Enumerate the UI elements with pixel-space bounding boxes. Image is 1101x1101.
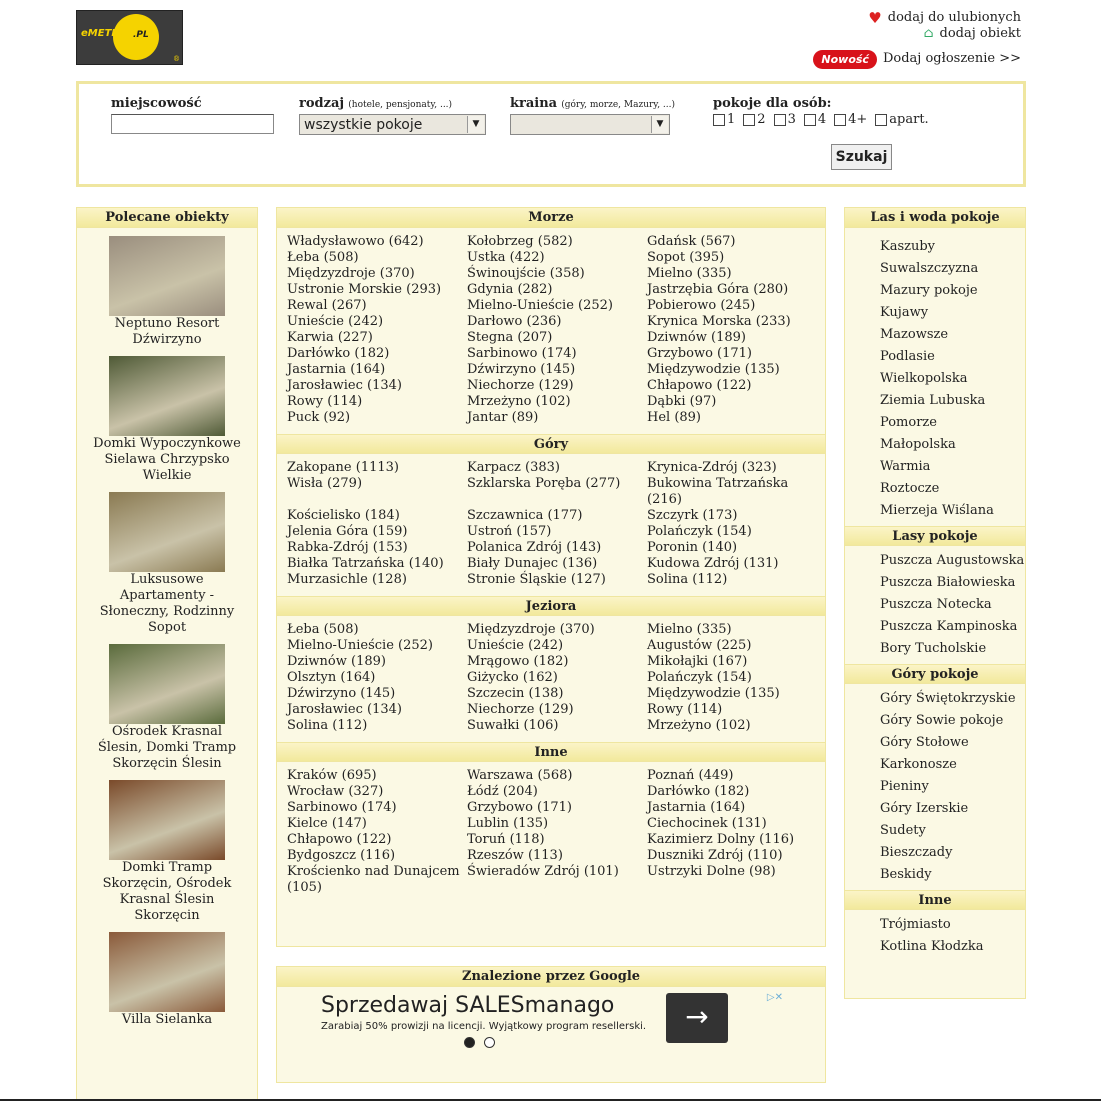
persons-option[interactable] [743,112,765,127]
featured-photo[interactable] [109,492,225,572]
region-link[interactable]: Bieszczady [880,845,953,860]
location-grid [277,454,825,596]
persons-field-group [713,96,929,127]
region-list [845,546,1025,664]
region-link[interactable]: Pieniny [880,779,929,794]
location-link[interactable]: Sarbinowo (174) [467,346,577,361]
featured-photo[interactable] [109,780,225,860]
region-label: kraina [510,96,558,111]
ad-choices-icon[interactable]: ▷✕ [766,992,783,1003]
region-list [845,910,1025,962]
location-link[interactable]: Polanica Zdrój (143) [467,540,602,555]
location-link[interactable]: Chłapowo (122) [647,378,752,393]
location-link[interactable]: Suwałki (106) [467,718,559,733]
persons-label: pokoje dla osób: [713,96,832,111]
location-link[interactable]: Darłówko (182) [287,346,390,361]
location-link[interactable]: Łeba (508) [287,250,359,265]
location-link[interactable]: Krynica Morska (233) [647,314,791,329]
location-link[interactable]: Kazimierz Dolny (116) [647,832,795,847]
new-badge: Nowość [813,50,877,69]
location-link[interactable]: Augustów (225) [647,638,752,653]
location-link[interactable]: Kudowa Zdrój (131) [647,556,779,571]
location-link[interactable]: Grzybowo (171) [467,800,572,815]
location-link[interactable]: Rowy (114) [647,702,723,717]
location-link[interactable]: Ustrzyki Dolne (98) [647,864,776,879]
location-link[interactable]: Pobierowo (245) [647,298,756,313]
featured-item[interactable] [77,644,257,772]
section-title: Morze [277,208,825,228]
location-link[interactable]: Grzybowo (171) [647,346,752,361]
location-link[interactable]: Szczyrk (173) [647,508,738,523]
featured-list [77,236,257,1028]
region-link[interactable]: Mierzeja Wiślana [880,503,994,518]
location-link[interactable]: Polańczyk (154) [647,670,752,685]
location-link[interactable]: Hel (89) [647,410,702,425]
location-field-group [111,96,274,134]
featured-name[interactable]: Villa Sielanka [121,1012,213,1027]
region-link[interactable]: Sudety [880,823,926,838]
region-link[interactable]: Góry Sowie pokoje [880,713,1004,728]
region-link[interactable]: Kujawy [880,305,929,320]
persons-option-label: 2 [757,112,766,127]
house-icon: ⌂ [923,26,934,41]
location-link[interactable]: Ciechocinek (131) [647,816,767,831]
location-link[interactable]: Gdańsk (567) [647,234,736,249]
region-link[interactable]: Roztocze [880,481,940,496]
location-link[interactable]: Bukowina Tatrzańska (216) [647,476,789,507]
ad-subtitle: Zarabiaj 50% prowizji na licencji. Wyjątkowy program resellerski. [321,1021,647,1032]
location-link[interactable]: Jastarnia (164) [287,362,386,377]
featured-item[interactable] [77,236,257,348]
type-field-group [299,96,486,135]
region-link[interactable]: Góry Świętokrzyskie [880,691,1016,706]
region-link[interactable]: Mazury pokoje [880,283,978,298]
location-link[interactable]: Rabka-Zdrój (153) [287,540,408,555]
region-link[interactable]: Bory Tucholskie [880,641,987,656]
location-link[interactable]: Toruń (118) [467,832,545,847]
location-link[interactable]: Kołobrzeg (582) [467,234,573,249]
locations-panel [276,207,826,947]
region-group-title: Góry pokoje [845,664,1025,684]
region-link[interactable]: Beskidy [880,867,932,882]
add-ad-link[interactable]: Dodaj ogłoszenie >> [882,51,1021,66]
region-list [845,228,1025,526]
persons-option[interactable] [713,112,735,127]
location-link[interactable]: Międzywodzie (135) [647,686,780,701]
location-link[interactable]: Kościelisko (184) [287,508,400,523]
location-link[interactable]: Jelenia Góra (159) [287,524,408,539]
featured-item[interactable] [77,492,257,636]
location-link[interactable]: Unieście (242) [467,638,564,653]
logo-registered: ® [173,55,180,63]
region-link[interactable]: Ziemia Lubuska [880,393,986,408]
persons-option[interactable] [834,112,867,127]
location-link[interactable]: Dziwnów (189) [287,654,386,669]
location-link[interactable]: Biały Dunajec (136) [467,556,598,571]
region-link[interactable]: Pomorze [880,415,937,430]
site-logo[interactable] [76,10,183,65]
location-link[interactable]: Gdynia (282) [467,282,553,297]
location-link[interactable]: Jarosławiec (134) [287,702,402,717]
featured-name[interactable]: Domki Wypoczynkowe Sielawa Chrzypsko Wielkie [93,436,241,483]
location-input[interactable] [111,114,274,134]
location-link[interactable]: Jastrzębia Góra (280) [647,282,789,297]
location-link[interactable]: Krościenko nad Dunajcem (105) [287,864,460,895]
location-link[interactable]: Dąbki (97) [647,394,717,409]
region-link[interactable]: Mazowsze [880,327,949,342]
location-link[interactable]: Mielno (335) [647,622,732,637]
location-link[interactable]: Karpacz (383) [467,460,560,475]
ad-title[interactable]: Sprzedawaj SALESmanago [321,993,615,1018]
location-link[interactable]: Giżycko (162) [467,670,558,685]
location-link[interactable]: Darłowo (236) [467,314,562,329]
logo-text: eMETEOR [81,28,135,39]
top-links [813,10,1021,70]
region-link[interactable]: Kotlina Kłodzka [880,939,984,954]
checkbox[interactable] [804,114,816,126]
region-link[interactable]: Puszcza Białowieska [880,575,1016,590]
region-select[interactable] [510,114,670,135]
location-link[interactable]: Jastarnia (164) [647,800,746,815]
region-link[interactable]: Góry Izerskie [880,801,969,816]
location-link[interactable]: Świeradów Zdrój (101) [467,864,619,879]
featured-item[interactable] [77,780,257,924]
location-grid [277,228,825,434]
region-link[interactable]: Puszcza Kampinoska [880,619,1018,634]
location-link[interactable]: Ustroń (157) [467,524,552,539]
regions-panel [844,207,1026,999]
google-ads-panel [276,966,826,1083]
region-link[interactable]: Góry Stołowe [880,735,969,750]
location-link[interactable]: Rzeszów (113) [467,848,563,863]
region-link[interactable]: Puszcza Augustowska [880,553,1025,568]
location-link[interactable]: Mrzeżyno (102) [467,394,571,409]
region-link[interactable]: Małopolska [880,437,956,452]
region-field-group [510,96,675,135]
featured-name[interactable]: Ośrodek Krasnal Ślesin, Domki Tramp Skorzęcin Ślesin [97,724,237,771]
location-link[interactable]: Rowy (114) [287,394,363,409]
location-link[interactable]: Rewal (267) [287,298,367,313]
location-link[interactable]: Warszawa (568) [467,768,573,783]
add-object-link[interactable]: dodaj obiekt [939,26,1021,41]
region-link[interactable]: Warmia [880,459,931,474]
persons-option[interactable] [774,112,796,127]
location-link[interactable]: Dźwirzyno (145) [467,362,576,377]
location-link[interactable]: Mrągowo (182) [467,654,569,669]
location-link[interactable]: Mielno-Unieście (252) [467,298,613,313]
region-link[interactable]: Trójmiasto [880,917,951,932]
location-link[interactable]: Mielno-Unieście (252) [287,638,433,653]
featured-name[interactable]: Domki Tramp Skorzęcin, Ośrodek Krasnal Ślesin Skorzęcin [102,860,232,923]
featured-photo[interactable] [109,236,225,316]
section-title: Inne [277,742,825,762]
featured-name[interactable]: Luksusowe Apartamenty - Słoneczny, Rodzinny Sopot [99,572,235,635]
type-hint: (hotele, pensjonaty, ...) [348,100,453,110]
location-link[interactable]: Polańczyk (154) [647,524,752,539]
location-link[interactable]: Ustka (422) [467,250,545,265]
location-link[interactable]: Solina (112) [647,572,728,587]
featured-panel [76,207,258,1101]
featured-title: Polecane obiekty [77,208,257,228]
location-link[interactable]: Duszniki Zdrój (110) [647,848,783,863]
chevron-down-icon: ▼ [651,116,668,133]
logo-suffix: .PL [133,30,149,40]
region-group-title: Inne [845,890,1025,910]
persons-checkboxes [713,112,929,127]
featured-item[interactable] [77,932,257,1028]
location-link[interactable]: Łódź (204) [467,784,538,799]
location-link[interactable]: Kielce (147) [287,816,367,831]
location-link[interactable]: Olsztyn (164) [287,670,376,685]
location-link[interactable]: Poznań (449) [647,768,734,783]
location-link[interactable]: Międzyzdroje (370) [287,266,415,281]
checkbox[interactable] [875,114,887,126]
location-link[interactable]: Karwia (227) [287,330,373,345]
carousel-dot-active[interactable] [464,1037,475,1048]
location-link[interactable]: Białka Tatrzańska (140) [287,556,444,571]
location-link[interactable]: Murzasichle (128) [287,572,407,587]
region-link[interactable]: Karkonosze [880,757,957,772]
persons-option-label: 4 [817,112,827,127]
region-link[interactable]: Kaszuby [880,239,936,254]
checkbox[interactable] [834,114,846,126]
location-link[interactable]: Kraków (695) [287,768,377,783]
persons-option[interactable] [804,112,826,127]
location-link[interactable]: Ustronie Morskie (293) [287,282,442,297]
chevron-down-icon: ▼ [467,116,484,133]
persons-option-label: 1 [727,112,736,127]
location-link[interactable]: Władysławowo (642) [287,234,424,249]
region-link[interactable]: Puszcza Notecka [880,597,992,612]
section-title: Jeziora [277,596,825,616]
location-link[interactable]: Międzywodzie (135) [647,362,780,377]
search-panel [76,81,1026,187]
location-link[interactable]: Mielno (335) [647,266,732,281]
persons-option[interactable] [875,112,928,127]
location-link[interactable]: Dziwnów (189) [647,330,746,345]
persons-option-label: apart. [889,112,929,127]
location-link[interactable]: Mrzeżyno (102) [647,718,751,733]
location-link[interactable]: Wrocław (327) [287,784,384,799]
region-group-title: Las i woda pokoje [845,208,1025,228]
location-link[interactable]: Chłapowo (122) [287,832,392,847]
location-link[interactable]: Poronin (140) [647,540,738,555]
location-link[interactable]: Zakopane (1113) [287,460,399,475]
location-link[interactable]: Sopot (395) [647,250,725,265]
region-group-title: Lasy pokoje [845,526,1025,546]
location-link[interactable]: Wisła (279) [287,476,363,491]
featured-name[interactable]: Neptuno Resort Dźwirzyno [114,316,220,347]
location-label: miejscowość [111,96,202,111]
location-link[interactable]: Szklarska Poręba (277) [467,476,621,491]
location-link[interactable]: Jantar (89) [467,410,539,425]
featured-photo[interactable] [109,644,225,724]
location-grid [277,762,825,904]
featured-photo[interactable] [109,932,225,1012]
location-link[interactable]: Szczecin (138) [467,686,564,701]
location-link[interactable]: Sarbinowo (174) [287,800,397,815]
location-link[interactable]: Dźwirzyno (145) [287,686,396,701]
location-link[interactable]: Krynica-Zdrój (323) [647,460,777,475]
type-select[interactable] [299,114,486,135]
location-link[interactable]: Unieście (242) [287,314,384,329]
location-link[interactable]: Stegna (207) [467,330,553,345]
location-link[interactable]: Stronie Śląskie (127) [467,572,606,587]
location-link[interactable]: Lublin (135) [467,816,549,831]
add-favorites-link[interactable]: dodaj do ulubionych [887,10,1021,25]
search-button[interactable]: Szukaj [831,144,892,170]
location-link[interactable]: Niechorze (129) [467,702,574,717]
region-link[interactable]: Suwalszczyzna [880,261,979,276]
checkbox[interactable] [713,114,725,126]
location-link[interactable]: Puck (92) [287,410,351,425]
location-link[interactable]: Łeba (508) [287,622,359,637]
location-link[interactable]: Darłówko (182) [647,784,750,799]
location-link[interactable]: Mikołajki (167) [647,654,748,669]
region-list [845,684,1025,890]
type-select-value: wszystkie pokoje [304,117,423,133]
location-grid [277,616,825,742]
featured-item[interactable] [77,356,257,484]
location-link[interactable]: Bydgoszcz (116) [287,848,396,863]
persons-option-label: 4+ [848,112,868,127]
location-link[interactable]: Szczawnica (177) [467,508,583,523]
location-link[interactable]: Solina (112) [287,718,368,733]
type-label: rodzaj [299,96,345,111]
location-link[interactable]: Świnoujście (358) [467,266,585,281]
ad-arrow-button[interactable]: → [666,993,728,1043]
location-link[interactable]: Niechorze (129) [467,378,574,393]
region-link[interactable]: Wielkopolska [880,371,968,386]
region-link[interactable]: Podlasie [880,349,935,364]
location-link[interactable]: Jarosławiec (134) [287,378,402,393]
carousel-dot[interactable] [484,1037,495,1048]
google-title: Znalezione przez Google [277,967,825,987]
featured-photo[interactable] [109,356,225,436]
location-link[interactable]: Międzyzdroje (370) [467,622,595,637]
checkbox[interactable] [743,114,755,126]
persons-option-label: 3 [787,112,796,127]
section-title: Góry [277,434,825,454]
region-hint: (góry, morze, Mazury, ...) [561,100,676,110]
checkbox[interactable] [774,114,786,126]
heart-icon: ♥ [868,9,882,27]
